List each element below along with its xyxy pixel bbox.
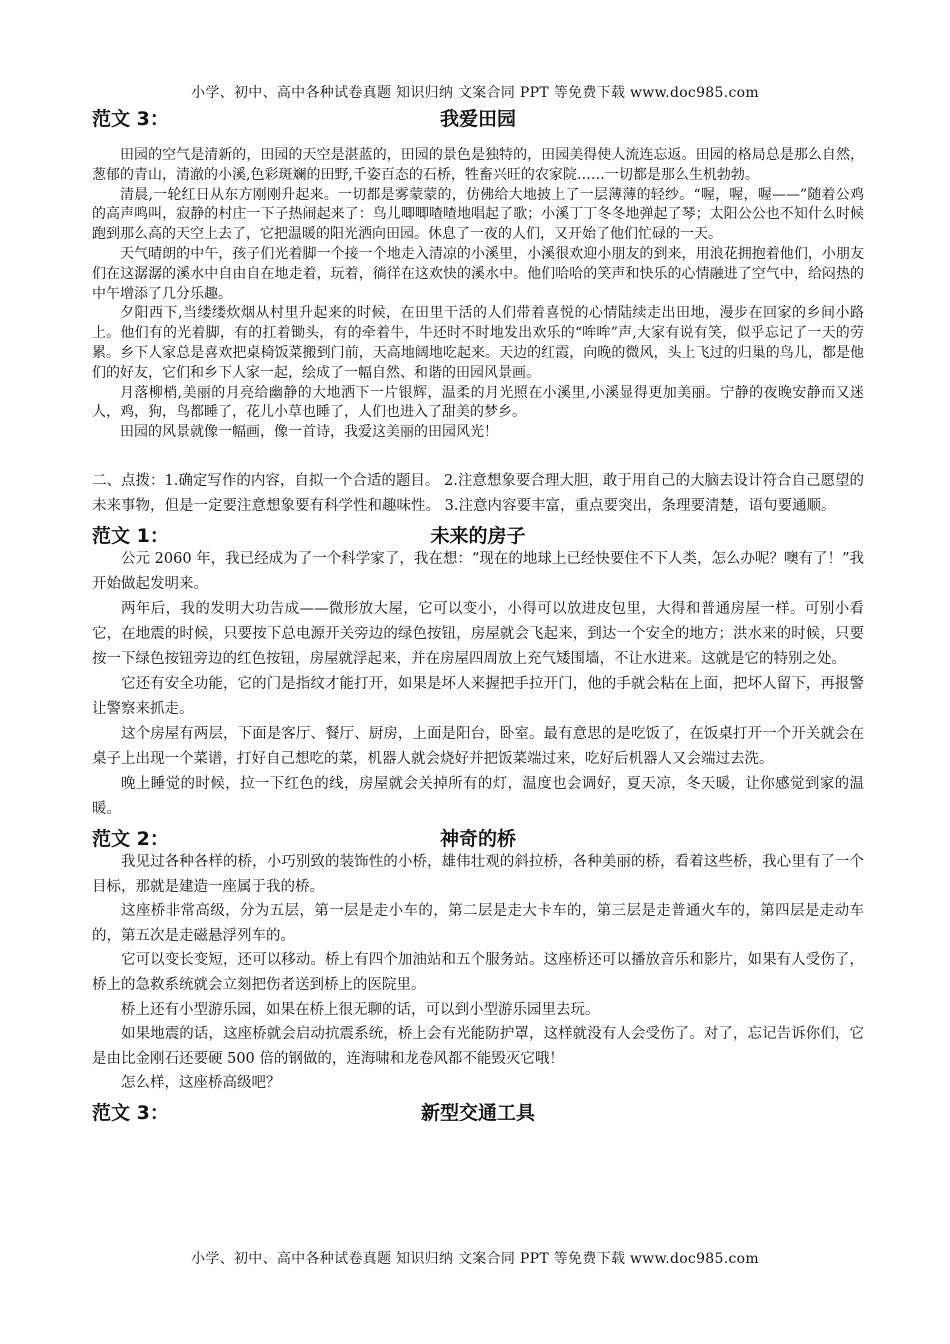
writing-tips: 二、点拨：1.确定写作的内容，自拟一个合适的题目。 2.注意想象要合理大胆，敢于用自己的大脑去设计符合自己愿望的未来事物，但是一定要注意想象要有科学性和趣味性。 3.注意内容要丰富，重点要突出，条理要清楚，语句要通顺。 xyxy=(92,472,864,514)
paragraph: 如果地震的话，这座桥就会启动抗震系统，桥上会有光能防护罩，这样就没有人会受伤了。对了，忘记告诉你们，它是由比金刚石还要硬 500 倍的钢做的，连海啸和龙卷风都不能毁灭它哦！ xyxy=(92,1026,864,1067)
essay-label: 范文 3： xyxy=(92,1101,169,1124)
essay-label: 范文 1： xyxy=(92,524,169,547)
essay-heading xyxy=(92,1096,864,1124)
page-content xyxy=(92,102,864,1124)
essay-heading xyxy=(92,519,864,547)
paragraph: 夕阳西下,当缕缕炊烟从村里升起来的时候，在田里干活的人们带着喜悦的心情陆续走出田地，漫步在回家的乡间小路上。他们有的光着脚，有的扛着锄头，有的牵着牛，牛还时不时地发出欢乐的“哞哞”声,大家有说有笑，似乎忘记了一天的劳累。乡下人家总是喜欢把桌椅饭菜搬到门前，天高地阔地吃起来。天边的红霞，向晚的微风，头上飞过的归巢的鸟儿，都是他们的好友，它们和乡下人家一起，绘成了一幅自然、和谐的田园风景画。 xyxy=(92,305,864,381)
essay-title: 新型交通工具 xyxy=(420,1101,535,1124)
paragraph: 田园的空气是清新的，田园的天空是湛蓝的，田园的景色是独特的，田园美得使人流连忘返。田园的格局总是那么自然，葱郁的青山，清澈的小溪,色彩斑斓的田野,千姿百态的石桥，牲畜兴旺的农家院……一切都是那么生机勃勃。 xyxy=(92,147,864,183)
paragraph: 这座桥非常高级，分为五层，第一层是走小车的，第二层是走大卡车的，第三层是走普通火车的，第四层是走动车的，第五次是走磁悬浮列车的。 xyxy=(92,903,864,944)
essay-label: 范文 3： xyxy=(92,108,169,130)
paragraph: 怎么样，这座桥高级吧？ xyxy=(121,1075,281,1092)
paragraph: 田园的风景就像一幅画，像一首诗，我爱这美丽的田园风光！ xyxy=(120,424,498,441)
page-header: 小学、初中、高中各种试卷真题 知识归纳 文案合同 PPT 等免费下载 www.doc985.com xyxy=(191,85,759,101)
page-footer: 小学、初中、高中各种试卷真题 知识归纳 文案合同 PPT 等免费下载 www.doc985.com xyxy=(191,1251,759,1267)
essay-heading xyxy=(92,822,864,850)
paragraph: 两年后，我的发明大功告成——微形放大屋，它可以变小，小得可以放进皮包里，大得和普通房屋一样。可别小看它，在地震的时候，只要按下总电源开关旁边的绿色按钮，房屋就会飞起来，到达一个安全的地方；洪水来的时候，只要按一下绿色按钮旁边的红色按钮，房屋就浮起来，并在房屋四周放上充气矮围墙，不让水进来。这就是它的特别之处。 xyxy=(92,600,864,667)
essay-title: 我爱田园 xyxy=(439,108,516,130)
paragraph: 公元 2060 年，我已经成为了一个科学家了，我在想：“现在的地球上已经快要住不下人类，怎么办呢？噢有了！”我开始做起发明来。 xyxy=(92,550,864,592)
paragraph: 晚上睡觉的时候，拉一下红色的线，房屋就会关掉所有的灯，温度也会调好，夏天凉，冬天暖，让你感觉到家的温暖。 xyxy=(92,775,864,817)
paragraph: 清晨,一轮红日从东方刚刚升起来。一切都是雾蒙蒙的，仿佛给大地披上了一层薄薄的轻纱。“喔，喔，喔——”随着公鸡的高声鸣叫，寂静的村庄一下子热闹起来了：鸟儿唧唧喳喳地唱起了歌；小溪丁丁冬冬地弹起了琴；太阳公公也不知什么时候跑到那么高的天空上去了，它把温暖的阳光洒向田园。休息了一夜的人们，又开始了他们忙碌的一天。 xyxy=(92,186,864,243)
paragraph: 它还有安全功能，它的门是指纹才能打开，如果是坏人来握把手拉开门，他的手就会粘在上面，把坏人留下，再报警让警察来抓走。 xyxy=(92,675,864,717)
paragraph: 天气晴朗的中午，孩子们光着脚一个接一个地走入清凉的小溪里，小溪很欢迎小朋友的到来，用浪花拥抱着他们，小朋友们在这潺潺的溪水中自由自在地走着，玩着，徜徉在这欢快的溪水中。他们哈哈的笑声和快乐的心情融进了空气中，给闷热的中午增添了几分乐趣。 xyxy=(92,245,864,302)
essay-title: 神奇的桥 xyxy=(439,827,516,850)
paragraph: 月落柳梢,美丽的月亮给幽静的大地洒下一片银辉，温柔的月光照在小溪里,小溪显得更加美丽。宁静的夜晚安静而又迷人，鸡，狗，鸟都睡了，花儿小草也睡了，人们也进入了甜美的梦乡。 xyxy=(92,384,864,421)
essay-label: 范文 2： xyxy=(92,827,169,850)
essay-heading xyxy=(92,102,864,134)
essay-title: 未来的房子 xyxy=(430,524,526,547)
paragraph: 我见过各种各样的桥，小巧别致的装饰性的小桥，雄伟壮观的斜拉桥，各种美丽的桥，看着这些桥，我心里有了一个目标，那就是建造一座属于我的桥。 xyxy=(92,853,864,895)
paragraph: 桥上还有小型游乐园，如果在桥上很无聊的话，可以到小型游乐园里去玩。 xyxy=(121,1001,600,1018)
paragraph: 这个房屋有两层，下面是客厅、餐厅、厨房，上面是阳台，卧室。最有意思的是吃饭了，在饭桌打开一个开关就会在桌子上出现一个菜谱，打好自己想吃的菜，机器人就会烧好并把饭菜端过来，吃好后机器人又会端过去洗。 xyxy=(92,725,864,767)
paragraph: 它可以变长变短，还可以移动。桥上有四个加油站和五个服务站。这座桥还可以播放音乐和影片，如果有人受伤了，桥上的急救系统就会立刻把伤者送到桥上的医院里。 xyxy=(92,952,864,993)
